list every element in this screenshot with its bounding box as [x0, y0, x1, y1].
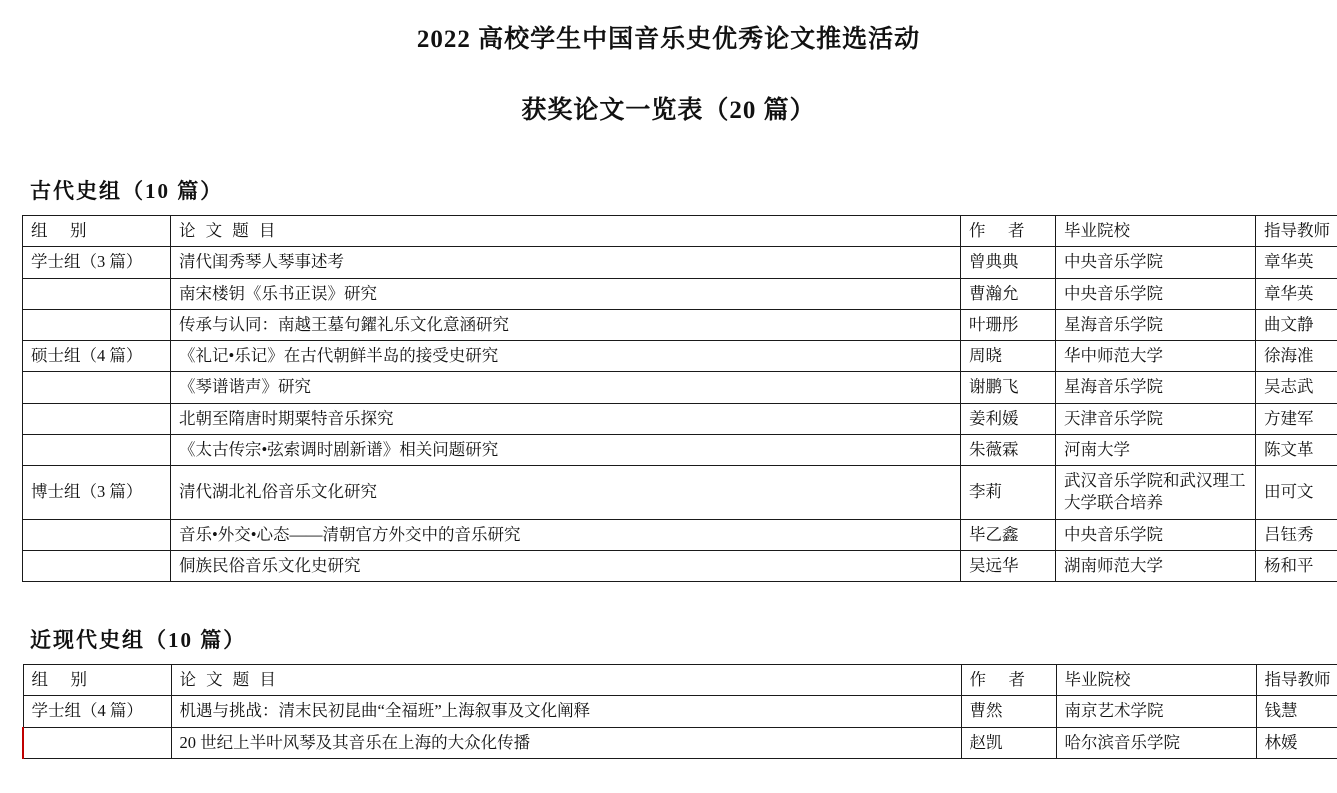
table-row: [23, 341, 1337, 372]
cell-school: 哈尔滨音乐学院: [1056, 727, 1256, 758]
cell-author: 吴远华: [961, 550, 1056, 581]
cell-school-text: 武汉音乐学院和武汉理工大学联合培养: [1064, 471, 1246, 512]
cell-author: 曹瀚允: [961, 278, 1056, 309]
cell-group: [23, 519, 171, 550]
table-row: [23, 278, 1337, 309]
cell-teacher: 徐海准: [1256, 341, 1337, 372]
cell-school: 华中师范大学: [1056, 341, 1256, 372]
cell-title: 清代湖北礼俗音乐文化研究: [171, 466, 961, 520]
cell-teacher: 章华英: [1256, 278, 1337, 309]
column-header-author: 作 者: [961, 665, 1056, 696]
section-heading-ancient: 古代史组（10 篇）: [30, 175, 1315, 205]
cell-group: [23, 309, 171, 340]
page-subtitle: 获奖论文一览表（20 篇）: [22, 95, 1315, 128]
cell-school: [1056, 466, 1256, 520]
table-row: [23, 696, 1337, 727]
cell-teacher: 钱慧: [1256, 696, 1337, 727]
column-header-teacher: 指导教师: [1256, 665, 1337, 696]
table-row: [23, 309, 1337, 340]
cell-teacher: 曲文静: [1256, 309, 1337, 340]
column-header-title: 论 文 题 目: [171, 216, 961, 247]
document-page: [0, 24, 1337, 793]
cell-group: [23, 403, 171, 434]
cell-teacher: 田可文: [1256, 466, 1337, 520]
cell-title: 《礼记•乐记》在古代朝鲜半岛的接受史研究: [171, 341, 961, 372]
column-header-school: 毕业院校: [1056, 216, 1256, 247]
cell-group: [23, 278, 171, 309]
column-header-title: 论 文 题 目: [171, 665, 961, 696]
section-heading-modern: 近现代史组（10 篇）: [30, 624, 1315, 654]
cell-author: 周晓: [961, 341, 1056, 372]
cell-author: 曹然: [961, 696, 1056, 727]
cell-teacher: 陈文革: [1256, 434, 1337, 465]
cell-teacher: 杨和平: [1256, 550, 1337, 581]
cell-teacher: 林媛: [1256, 727, 1337, 758]
table-row: [23, 247, 1337, 278]
column-header-school: 毕业院校: [1056, 665, 1256, 696]
cell-school: 中央音乐学院: [1056, 247, 1256, 278]
table-header-row: [23, 665, 1337, 696]
table-row: [23, 403, 1337, 434]
cell-group: [23, 727, 171, 758]
cell-title: 清代闺秀琴人琴事述考: [171, 247, 961, 278]
cell-author: 叶珊彤: [961, 309, 1056, 340]
cell-title: 北朝至隋唐时期粟特音乐探究: [171, 403, 961, 434]
cell-school: 星海音乐学院: [1056, 372, 1256, 403]
column-header-teacher: 指导教师: [1256, 216, 1337, 247]
award-table-modern: [22, 664, 1337, 759]
cell-school: 中央音乐学院: [1056, 519, 1256, 550]
cell-title: 音乐•外交•心态——清朝官方外交中的音乐研究: [171, 519, 961, 550]
table-row: [23, 550, 1337, 581]
cell-school: 天津音乐学院: [1056, 403, 1256, 434]
table-row: [23, 466, 1337, 520]
cell-author: 赵凯: [961, 727, 1056, 758]
table-row: [23, 372, 1337, 403]
cell-title: 传承与认同：南越王墓句鑃礼乐文化意涵研究: [171, 309, 961, 340]
table-row: [23, 434, 1337, 465]
award-table-ancient: [22, 215, 1337, 582]
cell-title: 《太古传宗•弦索调时剧新谱》相关问题研究: [171, 434, 961, 465]
cell-author: 李莉: [961, 466, 1056, 520]
cell-title: 20 世纪上半叶风琴及其音乐在上海的大众化传播: [171, 727, 961, 758]
cell-title: 南宋楼钥《乐书正误》研究: [171, 278, 961, 309]
cell-group: 硕士组（4 篇）: [23, 341, 171, 372]
column-header-author: 作 者: [961, 216, 1056, 247]
table-row: [23, 519, 1337, 550]
cell-group: [23, 372, 171, 403]
cell-author: 曾典典: [961, 247, 1056, 278]
cell-group: [23, 550, 171, 581]
cell-title: 机遇与挑战：清末民初昆曲“全福班”上海叙事及文化阐释: [171, 696, 961, 727]
table-header-row: [23, 216, 1337, 247]
cell-author: 朱薇霖: [961, 434, 1056, 465]
cell-teacher: 章华英: [1256, 247, 1337, 278]
cell-school: 中央音乐学院: [1056, 278, 1256, 309]
cell-teacher: 吕钰秀: [1256, 519, 1337, 550]
page-title: 2022 高校学生中国音乐史优秀论文推选活动: [22, 24, 1315, 57]
cell-teacher: 吴志武: [1256, 372, 1337, 403]
cell-author: 谢鹏飞: [961, 372, 1056, 403]
column-header-group: 组 别: [23, 216, 171, 247]
cell-author: 姜利媛: [961, 403, 1056, 434]
cell-school: 星海音乐学院: [1056, 309, 1256, 340]
cell-group: 学士组（4 篇）: [23, 696, 171, 727]
cell-school: 南京艺术学院: [1056, 696, 1256, 727]
table-row-highlighted: [23, 727, 1337, 758]
cell-group: 博士组（3 篇）: [23, 466, 171, 520]
cell-title: 侗族民俗音乐文化史研究: [171, 550, 961, 581]
cell-teacher: 方建军: [1256, 403, 1337, 434]
cell-title: 《琴谱谐声》研究: [171, 372, 961, 403]
cell-group: [23, 434, 171, 465]
cell-school: 湖南师范大学: [1056, 550, 1256, 581]
cell-group: 学士组（3 篇）: [23, 247, 171, 278]
cell-author: 毕乙鑫: [961, 519, 1056, 550]
column-header-group: 组 别: [23, 665, 171, 696]
cell-school: 河南大学: [1056, 434, 1256, 465]
